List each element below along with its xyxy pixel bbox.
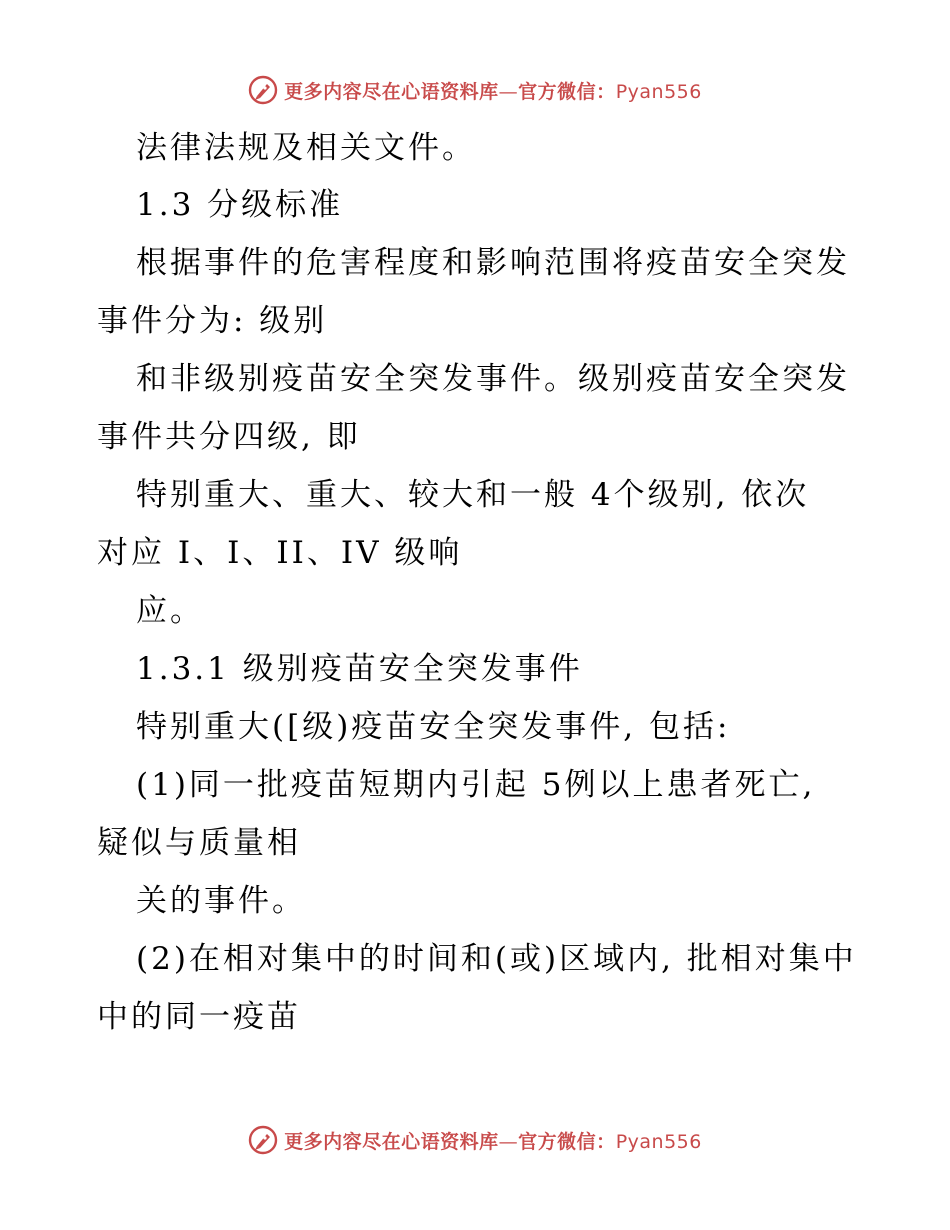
body-line: (1)同一批疫苗短期内引起 5例以上患者死亡, — [136, 767, 816, 803]
body-line: 事件共分四级, 即 — [97, 419, 361, 455]
body-line: 关的事件。 — [136, 883, 306, 919]
watermark-text — [284, 77, 702, 104]
watermark-official-label: 官方微信： — [518, 1130, 616, 1153]
watermark-official-label: 官方微信： — [518, 80, 616, 103]
body-line: 对应 I、I、II、IV 级响 — [97, 535, 463, 571]
body-line: 和非级别疫苗安全突发事件。级别疫苗安全突发 — [136, 361, 850, 397]
body-line: 特别重大、重大、较大和一般 4个级别, 依次 — [136, 477, 810, 513]
section-heading: 1.3.1 级别疫苗安全突发事件 — [136, 651, 583, 687]
watermark-text — [284, 1127, 702, 1154]
body-line: 事件分为: 级别 — [97, 303, 328, 339]
pen-nib-logo-icon — [248, 75, 278, 105]
section-heading: 1.3 分级标准 — [136, 187, 344, 223]
watermark-main-text: 更多内容尽在心语资料库 — [284, 1130, 499, 1153]
body-line: 应。 — [136, 593, 204, 629]
watermark-dash: — — [498, 80, 519, 103]
body-line: 特别重大([级)疫苗安全突发事件, 包括: — [136, 709, 731, 745]
watermark-dash: — — [498, 1130, 519, 1153]
body-line: 中的同一疫苗 — [97, 999, 301, 1035]
watermark-main-text: 更多内容尽在心语资料库 — [284, 80, 499, 103]
body-line: 法律法规及相关文件。 — [136, 130, 476, 166]
body-line: 疑似与质量相 — [97, 825, 301, 861]
watermark-wechat-id: Pyan556 — [615, 80, 702, 103]
body-line: (2)在相对集中的时间和(或)区域内, 批相对集中 — [136, 941, 857, 977]
watermark-wechat-id: Pyan556 — [615, 1130, 702, 1153]
pen-nib-logo-icon — [248, 1125, 278, 1155]
footer-watermark — [0, 1120, 950, 1160]
header-watermark — [0, 70, 950, 110]
body-line: 根据事件的危害程度和影响范围将疫苗安全突发 — [136, 245, 850, 281]
